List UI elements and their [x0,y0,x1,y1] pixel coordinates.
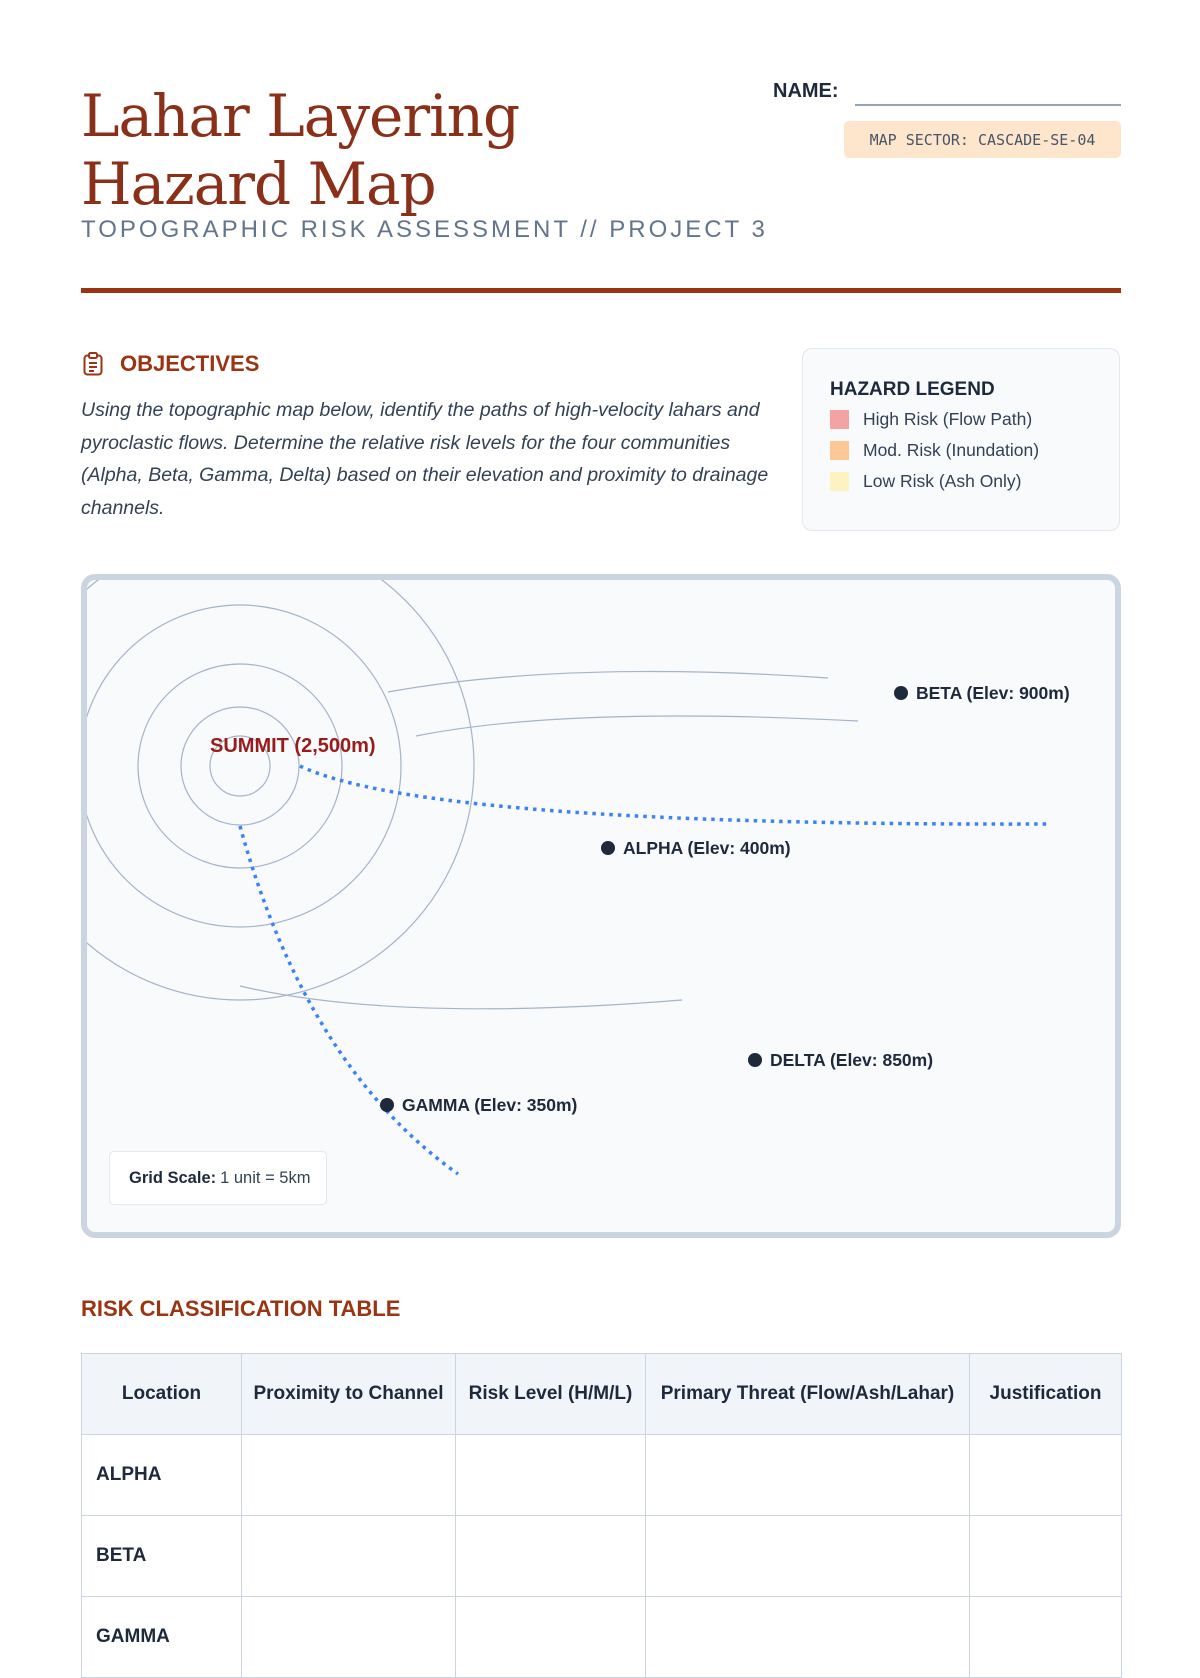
legend-label-moderate: Mod. Risk (Inundation) [863,439,1040,460]
alpha-marker [601,841,615,855]
table-row [82,1516,1122,1597]
column-header-primary-threat: Primary Threat (Flow/Ash/Lahar) [646,1354,970,1435]
hazard-legend [802,348,1120,531]
justification-cell[interactable] [970,1597,1122,1678]
table-header-row [82,1354,1122,1435]
risk-level-cell[interactable] [456,1597,646,1678]
beta-label: BETA (Elev: 900m) [916,683,1070,703]
delta-marker [748,1053,762,1067]
drainage-channels [240,766,1050,1174]
location-cell: GAMMA [82,1597,242,1678]
summit-label: SUMMIT (2,500m) [210,735,376,757]
gamma-label: GAMMA (Elev: 350m) [402,1095,578,1115]
legend-item-low [830,470,1022,492]
alpha-label: ALPHA (Elev: 400m) [623,838,791,858]
legend-swatch-low [830,472,849,491]
legend-label-low: Low Risk (Ash Only) [863,470,1022,491]
risk-table-heading: RISK CLASSIFICATION TABLE [81,1296,401,1321]
risk-level-cell[interactable] [456,1435,646,1516]
contour-ridge-lower [416,716,858,736]
legend-title: HAZARD LEGEND [830,379,995,400]
justification-cell[interactable] [970,1516,1122,1597]
legend-item-moderate [830,439,1039,461]
risk-level-cell[interactable] [456,1516,646,1597]
column-header-risk-level: Risk Level (H/M/L) [456,1354,646,1435]
location-cell: BETA [82,1516,242,1597]
grid-scale [109,1151,327,1205]
grid-scale-value: 1 unit = 5km [220,1168,311,1187]
contour-ridge-south [240,986,682,1009]
column-header-justification: Justification [970,1354,1122,1435]
risk-classification-table [81,1353,1122,1678]
contour-lines [87,580,858,1009]
contour-ring-5 [87,580,474,1000]
legend-label-high: High Risk (Flow Path) [863,408,1033,429]
clipboard-icon [82,352,104,376]
primary-threat-cell[interactable] [646,1435,970,1516]
contour-ring-4 [87,605,401,927]
header-divider [81,288,1121,293]
legend-item-high [830,408,1032,430]
objectives-text: Using the topographic map below, identify the paths of high-velocity lahars and pyroclastic flows. Determine the relative risk levels for the four communities (Alpha, Beta, Gamma, Delta) based on their elevation and proximity to drainage channels. [81,399,769,519]
name-label: NAME: [773,80,839,102]
map-canvas [87,580,1121,1238]
contour-ring-2 [181,707,299,825]
page-title: Lahar Layering Hazard Map [81,82,520,218]
legend-swatch-high [830,410,849,429]
legend-swatch-moderate [830,441,849,460]
contour-ridge-upper [388,672,828,692]
proximity-cell[interactable] [242,1516,456,1597]
proximity-cell[interactable] [242,1435,456,1516]
grid-scale-label: Grid Scale: [129,1168,217,1187]
objectives-heading: OBJECTIVES [120,351,260,376]
table-row [82,1435,1122,1516]
topographic-map [81,574,1121,1238]
primary-threat-cell[interactable] [646,1516,970,1597]
justification-cell[interactable] [970,1435,1122,1516]
page-subtitle: TOPOGRAPHIC RISK ASSESSMENT // PROJECT 3 [81,216,768,243]
primary-threat-cell[interactable] [646,1597,970,1678]
proximity-cell[interactable] [242,1597,456,1678]
gamma-marker [380,1098,394,1112]
name-field[interactable] [855,104,1121,106]
column-header-proximity: Proximity to Channel [242,1354,456,1435]
drainage-channel-east [300,766,1050,824]
beta-marker [894,686,908,700]
drainage-channel-south [240,826,458,1174]
column-header-location: Location [82,1354,242,1435]
location-cell: ALPHA [82,1435,242,1516]
contour-ring-3 [138,664,342,868]
table-row [82,1597,1122,1678]
delta-label: DELTA (Elev: 850m) [770,1050,934,1070]
map-sector-badge: MAP SECTOR: CASCADE-SE-04 [844,121,1121,158]
